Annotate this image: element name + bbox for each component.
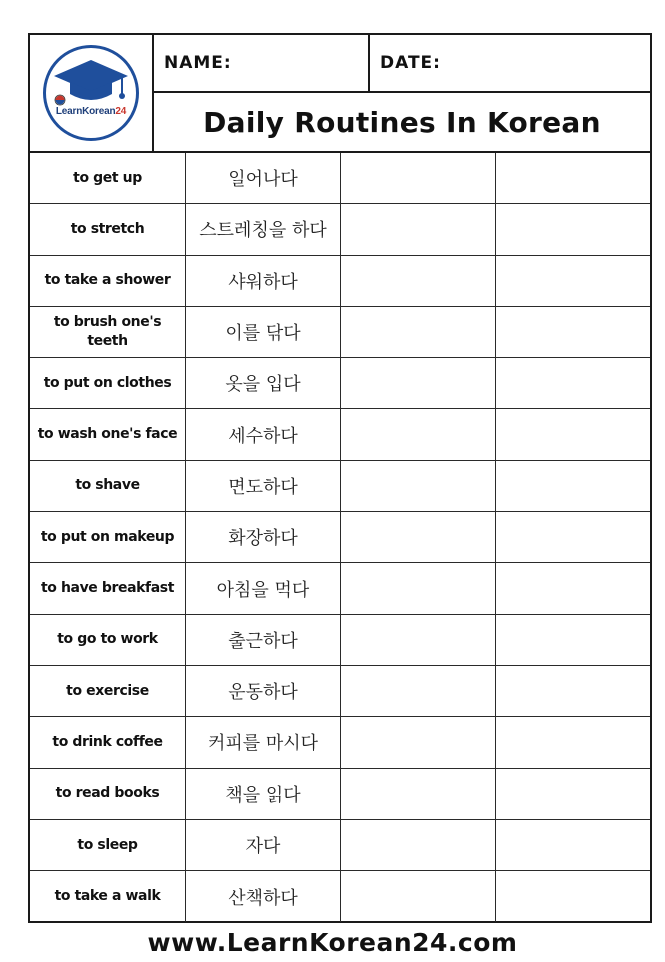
practice-cell bbox=[341, 256, 496, 306]
korean-term: 스트레칭을 하다 bbox=[186, 204, 341, 254]
practice-cell bbox=[341, 717, 496, 767]
practice-cell bbox=[496, 717, 650, 767]
korean-term: 아침을 먹다 bbox=[186, 563, 341, 613]
practice-cell bbox=[341, 666, 496, 716]
practice-cell bbox=[496, 204, 650, 254]
english-term: to wash one's face bbox=[30, 409, 186, 459]
table-row bbox=[30, 307, 650, 358]
practice-cell bbox=[496, 512, 650, 562]
footer-url: www.LearnKorean24.com bbox=[147, 928, 518, 957]
korean-term: 자다 bbox=[186, 820, 341, 870]
table-row bbox=[30, 512, 650, 563]
practice-cell bbox=[341, 358, 496, 408]
practice-cell bbox=[496, 615, 650, 665]
practice-cell bbox=[341, 871, 496, 922]
page-title: Daily Routines In Korean bbox=[203, 105, 601, 139]
english-term: to exercise bbox=[30, 666, 186, 716]
practice-cell bbox=[341, 769, 496, 819]
korean-term: 이를 닦다 bbox=[186, 307, 341, 357]
practice-cell bbox=[341, 153, 496, 203]
practice-cell bbox=[341, 615, 496, 665]
korean-term: 운동하다 bbox=[186, 666, 341, 716]
practice-cell bbox=[496, 820, 650, 870]
logo-cell bbox=[30, 35, 154, 151]
table-row bbox=[30, 563, 650, 614]
english-term: to put on clothes bbox=[30, 358, 186, 408]
table-row bbox=[30, 666, 650, 717]
table-row bbox=[30, 820, 650, 871]
worksheet bbox=[28, 33, 652, 923]
worksheet-header bbox=[30, 35, 650, 153]
table-row bbox=[30, 358, 650, 409]
table-row bbox=[30, 769, 650, 820]
vocab-table bbox=[30, 153, 650, 922]
korean-term: 세수하다 bbox=[186, 409, 341, 459]
practice-cell bbox=[496, 871, 650, 922]
practice-cell bbox=[496, 461, 650, 511]
table-row bbox=[30, 461, 650, 512]
practice-cell bbox=[496, 409, 650, 459]
english-term: to put on makeup bbox=[30, 512, 186, 562]
korean-term: 출근하다 bbox=[186, 615, 341, 665]
practice-cell bbox=[341, 563, 496, 613]
logo bbox=[43, 45, 139, 141]
name-label: NAME: bbox=[154, 35, 370, 93]
practice-cell bbox=[341, 409, 496, 459]
korean-term: 책을 읽다 bbox=[186, 769, 341, 819]
english-term: to take a shower bbox=[30, 256, 186, 306]
practice-cell bbox=[341, 307, 496, 357]
table-row bbox=[30, 717, 650, 768]
practice-cell bbox=[341, 461, 496, 511]
graduation-cap-icon bbox=[46, 48, 136, 138]
logo-text: LearnKorean24 bbox=[55, 106, 127, 117]
date-label: DATE: bbox=[370, 35, 650, 93]
english-term: to get up bbox=[30, 153, 186, 203]
practice-cell bbox=[496, 256, 650, 306]
practice-cell bbox=[496, 769, 650, 819]
practice-cell bbox=[341, 820, 496, 870]
table-row bbox=[30, 409, 650, 460]
table-row bbox=[30, 204, 650, 255]
english-term: to stretch bbox=[30, 204, 186, 254]
english-term: to have breakfast bbox=[30, 563, 186, 613]
korean-term: 일어나다 bbox=[186, 153, 341, 203]
practice-cell bbox=[496, 307, 650, 357]
english-term: to brush one's teeth bbox=[30, 307, 186, 357]
english-term: to drink coffee bbox=[30, 717, 186, 767]
table-row bbox=[30, 615, 650, 666]
korean-term: 화장하다 bbox=[186, 512, 341, 562]
practice-cell bbox=[341, 204, 496, 254]
practice-cell bbox=[341, 512, 496, 562]
korean-term: 커피를 마시다 bbox=[186, 717, 341, 767]
korean-term: 산책하다 bbox=[186, 871, 341, 922]
english-term: to read books bbox=[30, 769, 186, 819]
english-term: to sleep bbox=[30, 820, 186, 870]
korean-term: 면도하다 bbox=[186, 461, 341, 511]
table-row bbox=[30, 153, 650, 204]
practice-cell bbox=[496, 153, 650, 203]
korean-term: 샤워하다 bbox=[186, 256, 341, 306]
english-term: to take a walk bbox=[30, 871, 186, 922]
table-row bbox=[30, 871, 650, 922]
english-term: to go to work bbox=[30, 615, 186, 665]
practice-cell bbox=[496, 358, 650, 408]
table-row bbox=[30, 256, 650, 307]
korean-term: 옷을 입다 bbox=[186, 358, 341, 408]
english-term: to shave bbox=[30, 461, 186, 511]
practice-cell bbox=[496, 666, 650, 716]
practice-cell bbox=[496, 563, 650, 613]
